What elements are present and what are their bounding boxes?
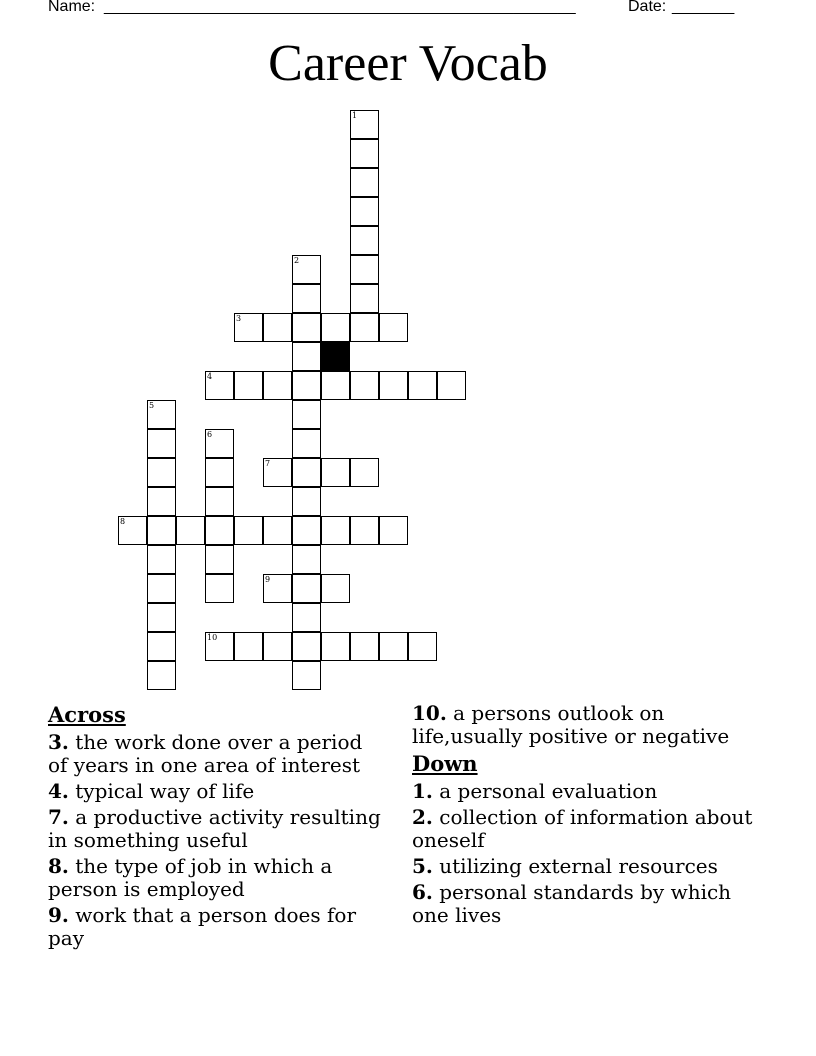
page-title: Career Vocab bbox=[268, 35, 548, 92]
cell-number: 2 bbox=[294, 256, 300, 265]
down-heading: Down bbox=[412, 751, 478, 776]
clue-number: 8. bbox=[48, 854, 69, 878]
cell-number: 1 bbox=[352, 111, 358, 120]
grid-cell[interactable] bbox=[147, 545, 176, 574]
clue-down-2 bbox=[412, 806, 772, 852]
black-cell bbox=[321, 342, 350, 371]
grid-cell[interactable] bbox=[379, 371, 408, 400]
grid-cell[interactable] bbox=[350, 458, 379, 487]
clue-text: utilizing external resources bbox=[432, 854, 718, 878]
grid-cell[interactable] bbox=[263, 516, 292, 545]
clues-left-column bbox=[48, 702, 388, 953]
grid-cell[interactable] bbox=[321, 516, 350, 545]
grid-cell[interactable] bbox=[350, 284, 379, 313]
clue-across-9 bbox=[48, 904, 388, 950]
grid-cell[interactable] bbox=[350, 632, 379, 661]
grid-cell[interactable] bbox=[292, 603, 321, 632]
clue-number: 6. bbox=[412, 880, 433, 904]
grid-cell[interactable] bbox=[263, 371, 292, 400]
clue-number: 3. bbox=[48, 730, 69, 754]
clue-text: a personal evaluation bbox=[432, 779, 658, 803]
grid-cell[interactable] bbox=[205, 545, 234, 574]
clue-down-6 bbox=[412, 881, 772, 927]
grid-cell[interactable] bbox=[263, 632, 292, 661]
across-heading: Across bbox=[48, 702, 126, 727]
clue-text: a productive activity resulting in something useful bbox=[48, 805, 381, 852]
grid-cell[interactable] bbox=[147, 487, 176, 516]
grid-cell[interactable] bbox=[205, 574, 234, 603]
grid-cell[interactable] bbox=[350, 139, 379, 168]
grid-cell[interactable] bbox=[205, 516, 234, 545]
cell-number: 10 bbox=[207, 633, 218, 642]
grid-cell[interactable] bbox=[292, 574, 321, 603]
grid-cell[interactable] bbox=[292, 371, 321, 400]
clue-text: collection of information about oneself bbox=[412, 805, 753, 852]
grid-cell[interactable] bbox=[379, 313, 408, 342]
clue-text: typical way of life bbox=[68, 779, 255, 803]
clue-across-10 bbox=[412, 702, 772, 748]
grid-cell[interactable] bbox=[408, 371, 437, 400]
cell-number: 5 bbox=[149, 401, 155, 410]
grid-cell[interactable] bbox=[205, 458, 234, 487]
clue-down-1 bbox=[412, 780, 772, 803]
clue-number: 7. bbox=[48, 805, 69, 829]
grid-cell[interactable] bbox=[292, 342, 321, 371]
grid-cell[interactable] bbox=[437, 371, 466, 400]
cell-number: 7 bbox=[265, 459, 271, 468]
grid-cell[interactable] bbox=[292, 487, 321, 516]
grid-cell[interactable] bbox=[379, 632, 408, 661]
grid-cell[interactable] bbox=[292, 516, 321, 545]
grid-cell[interactable] bbox=[263, 313, 292, 342]
clue-number: 10. bbox=[412, 701, 447, 725]
name-label: Name: bbox=[48, 0, 96, 15]
clue-text: the type of job in which a person is employed bbox=[48, 854, 333, 901]
grid-cell[interactable] bbox=[292, 284, 321, 313]
clue-across-7 bbox=[48, 806, 388, 852]
grid-cell[interactable] bbox=[147, 458, 176, 487]
cell-number: 3 bbox=[236, 314, 242, 323]
grid-cell[interactable] bbox=[147, 400, 176, 429]
grid-cell[interactable] bbox=[292, 545, 321, 574]
grid-cell[interactable] bbox=[205, 429, 234, 458]
grid-cell[interactable] bbox=[292, 632, 321, 661]
grid-cell[interactable] bbox=[321, 574, 350, 603]
grid-cell[interactable] bbox=[379, 516, 408, 545]
grid-cell[interactable] bbox=[234, 371, 263, 400]
grid-cell[interactable] bbox=[292, 255, 321, 284]
grid-cell[interactable] bbox=[234, 632, 263, 661]
grid-cell[interactable] bbox=[292, 458, 321, 487]
grid-cell[interactable] bbox=[292, 313, 321, 342]
grid-cell[interactable] bbox=[321, 371, 350, 400]
grid-cell[interactable] bbox=[118, 516, 147, 545]
grid-cell[interactable] bbox=[292, 400, 321, 429]
clue-across-8 bbox=[48, 855, 388, 901]
clue-number: 5. bbox=[412, 854, 433, 878]
grid-cell[interactable] bbox=[176, 516, 205, 545]
name-field-line: _____________________________________________________ bbox=[104, 0, 576, 15]
clue-number: 2. bbox=[412, 805, 433, 829]
clue-down-5 bbox=[412, 855, 772, 878]
grid-cell[interactable] bbox=[321, 458, 350, 487]
grid-cell[interactable] bbox=[350, 168, 379, 197]
cell-number: 8 bbox=[120, 517, 126, 526]
grid-cell[interactable] bbox=[350, 313, 379, 342]
grid-cell[interactable] bbox=[147, 661, 176, 690]
clue-text: a persons outlook on life,usually positive or negative bbox=[412, 701, 730, 748]
clue-text: work that a person does for pay bbox=[48, 903, 357, 950]
grid-cell[interactable] bbox=[408, 632, 437, 661]
grid-cell[interactable] bbox=[350, 516, 379, 545]
grid-cell[interactable] bbox=[147, 429, 176, 458]
clue-across-3 bbox=[48, 731, 388, 777]
grid-cell[interactable] bbox=[350, 255, 379, 284]
grid-cell[interactable] bbox=[321, 313, 350, 342]
clues-right-column bbox=[412, 702, 772, 930]
grid-cell[interactable] bbox=[263, 458, 292, 487]
grid-cell[interactable] bbox=[147, 574, 176, 603]
clue-text: the work done over a period of years in one area of interest bbox=[48, 730, 363, 777]
grid-cell[interactable] bbox=[205, 487, 234, 516]
date-label: Date: bbox=[628, 0, 667, 15]
grid-cell[interactable] bbox=[292, 661, 321, 690]
grid-cell[interactable] bbox=[350, 110, 379, 139]
cell-number: 4 bbox=[207, 372, 213, 381]
cell-number: 9 bbox=[265, 575, 271, 584]
cell-number: 6 bbox=[207, 430, 213, 439]
grid-cell[interactable] bbox=[350, 226, 379, 255]
grid-cell[interactable] bbox=[205, 632, 234, 661]
grid-cell[interactable] bbox=[350, 197, 379, 226]
clue-across-4 bbox=[48, 780, 388, 803]
grid-cell[interactable] bbox=[205, 371, 234, 400]
clue-number: 9. bbox=[48, 903, 69, 927]
grid-cell[interactable] bbox=[350, 371, 379, 400]
grid-cell[interactable] bbox=[147, 516, 176, 545]
grid-cell[interactable] bbox=[292, 429, 321, 458]
grid-cell[interactable] bbox=[147, 603, 176, 632]
grid-cell[interactable] bbox=[321, 632, 350, 661]
date-field-line: _______ bbox=[672, 0, 735, 15]
clue-number: 1. bbox=[412, 779, 433, 803]
clue-number: 4. bbox=[48, 779, 69, 803]
grid-cell[interactable] bbox=[234, 313, 263, 342]
clue-text: personal standards by which one lives bbox=[412, 880, 732, 927]
grid-cell[interactable] bbox=[263, 574, 292, 603]
grid-cell[interactable] bbox=[147, 632, 176, 661]
grid-cell[interactable] bbox=[234, 516, 263, 545]
